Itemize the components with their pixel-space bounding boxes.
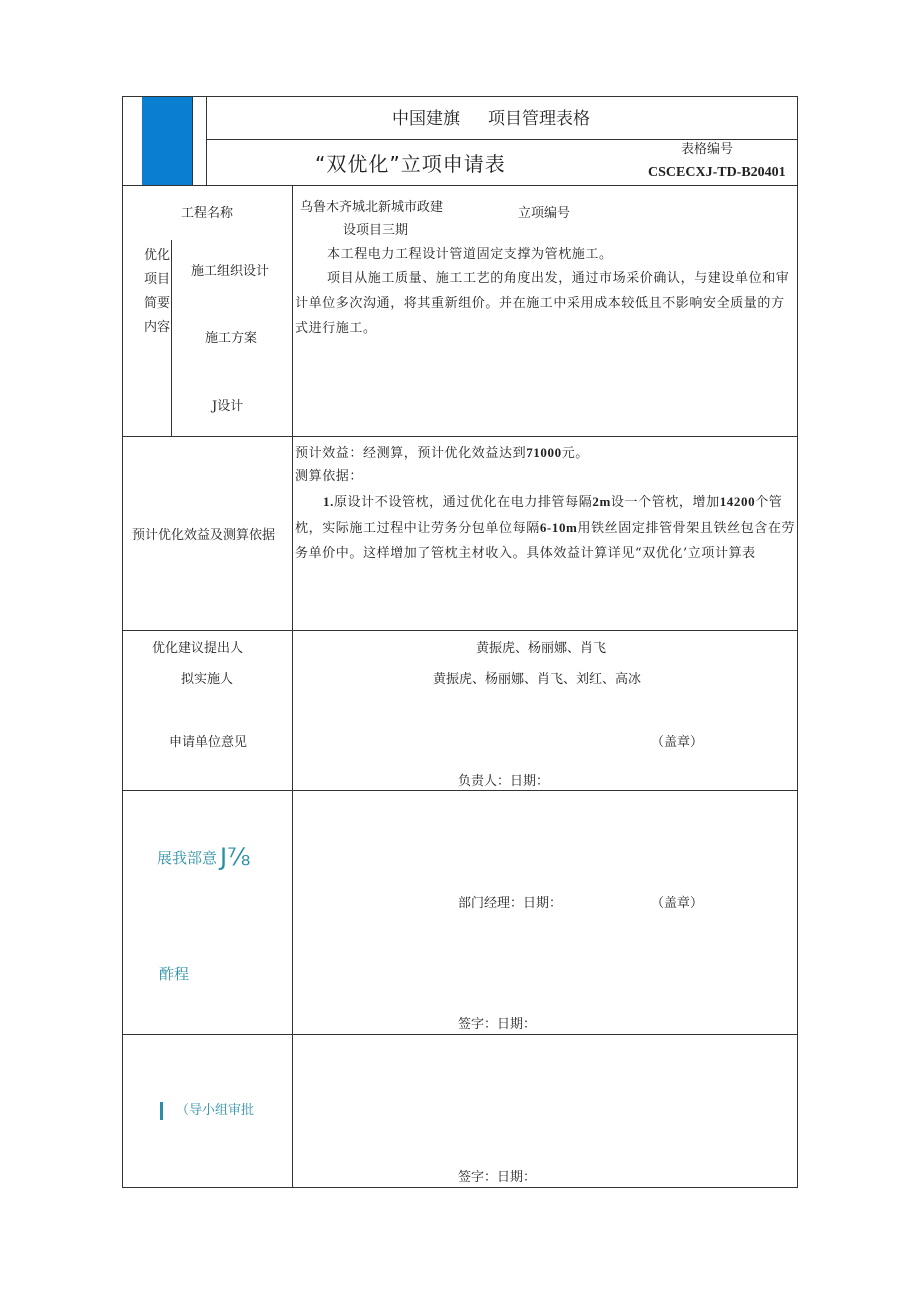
basis-value-3: 6-10m xyxy=(539,520,578,535)
summary-label-2: 项目 xyxy=(144,272,171,287)
basis-value-2: 14200 xyxy=(719,494,756,509)
department-manager-sign-date: 部门经理：日期： xyxy=(458,896,563,911)
department-opinion-text: 展我部意 xyxy=(157,849,218,867)
leadership-approval-label: （导小组审批 xyxy=(176,1103,255,1118)
benefit-prefix: 预计效益：经测算，预计优化效益达到 xyxy=(295,446,527,461)
company-name: 中国建旗 xyxy=(392,109,460,129)
table-border-bottom xyxy=(122,1187,798,1188)
basis-value-1: 2m xyxy=(592,494,611,509)
leadership-sign-date: 签字：日期： xyxy=(458,1170,537,1185)
expected-benefit xyxy=(295,440,795,466)
summary-subcolumn-divider xyxy=(171,240,172,437)
row-divider-4 xyxy=(122,790,798,791)
applicant-sign-date: 负责人：日期： xyxy=(458,774,550,789)
basis-paragraph xyxy=(295,489,797,566)
basis-text-3: 个管枕，实际施工过程中让劳务分包单位每隔 xyxy=(295,495,783,536)
company-logo-bar xyxy=(142,97,192,185)
proposer-label: 优化建议提出人 xyxy=(152,641,244,656)
implementer-value: 黄振虎、杨丽娜、肖飞、刘红、高冰 xyxy=(433,672,642,687)
form-no: CSCECXJ-TD-B20401 xyxy=(648,165,786,180)
summary-label-3: 简要 xyxy=(144,296,171,311)
row-divider-3 xyxy=(122,630,798,631)
logo-cell-divider-2 xyxy=(206,96,207,186)
basis-label: 测算依据： xyxy=(295,469,364,484)
logo-cell-divider-1 xyxy=(192,96,193,186)
form-type: 项目管理表格 xyxy=(488,109,590,129)
department-opinion-mark: J⅞ xyxy=(220,843,251,871)
implementer-label: 拟实施人 xyxy=(181,672,234,687)
label-column-divider xyxy=(292,185,293,1188)
table-border-right xyxy=(797,96,798,1188)
row-divider-2 xyxy=(122,436,798,437)
sub-label-design: J设计 xyxy=(212,399,244,414)
content-paragraph-1: 本工程电力工程设计管道固定支撑为管枕施工。 xyxy=(327,247,613,262)
row-divider-1 xyxy=(122,185,798,186)
project-name-label: 工程名称 xyxy=(181,206,234,221)
department-opinion-label xyxy=(157,843,251,871)
table-border-left xyxy=(122,96,123,1188)
basis-text-4: 用铁丝固定排管骨架且铁丝包含在劳务单价中。这样增加了管枕主材收入。具体效益计算详见“双优化’立项计算表 xyxy=(295,521,796,561)
summary-label-4: 内容 xyxy=(144,320,171,335)
leadership-bar-mark xyxy=(160,1102,163,1120)
department-sign-date: 签字：日期： xyxy=(458,1017,537,1032)
benefit-suffix: 元。 xyxy=(561,446,589,461)
department-seal: （盖章） xyxy=(651,896,704,911)
applicant-seal: （盖章） xyxy=(651,735,704,750)
benefit-section-label: 预计优化效益及测算依据 xyxy=(132,528,276,543)
department-label-2: 酢程 xyxy=(159,965,190,983)
sub-label-construction-plan: 施工方案 xyxy=(205,331,258,346)
project-name-line1: 乌鲁木齐城北新城市政建 xyxy=(300,200,444,215)
basis-text-1: 原设计不设管枕，通过优化在电力排管每隔 xyxy=(333,495,593,510)
header-divider xyxy=(206,139,798,140)
benefit-amount: 71000 xyxy=(526,445,562,460)
sub-label-construction-design: 施工组织设计 xyxy=(191,264,270,279)
content-paragraph-2: 项目从施工质量、施工工艺的角度出发，通过市场采价确认，与建设单位和审计单位多次沟通，将其重新组价。并在施工中采用成本较低且不影响安全质量的方式进行施工。 xyxy=(295,271,790,336)
basis-text-2: 设一个管枕，增加 xyxy=(610,495,720,510)
basis-num: 1. xyxy=(323,494,334,509)
table-border-top xyxy=(122,96,798,97)
form-no-label: 表格编号 xyxy=(681,142,734,157)
form-title: “双优化”立项申请表 xyxy=(315,152,506,176)
proposer-value: 黄振虎、杨丽娜、肖飞 xyxy=(476,641,607,656)
summary-label-1: 优化 xyxy=(144,248,171,263)
applicant-opinion-label: 申请单位意见 xyxy=(169,735,248,750)
row-divider-5 xyxy=(122,1034,798,1035)
project-name-line2: 设项目三期 xyxy=(343,223,409,238)
approval-no-label: 立项编号 xyxy=(518,206,571,221)
